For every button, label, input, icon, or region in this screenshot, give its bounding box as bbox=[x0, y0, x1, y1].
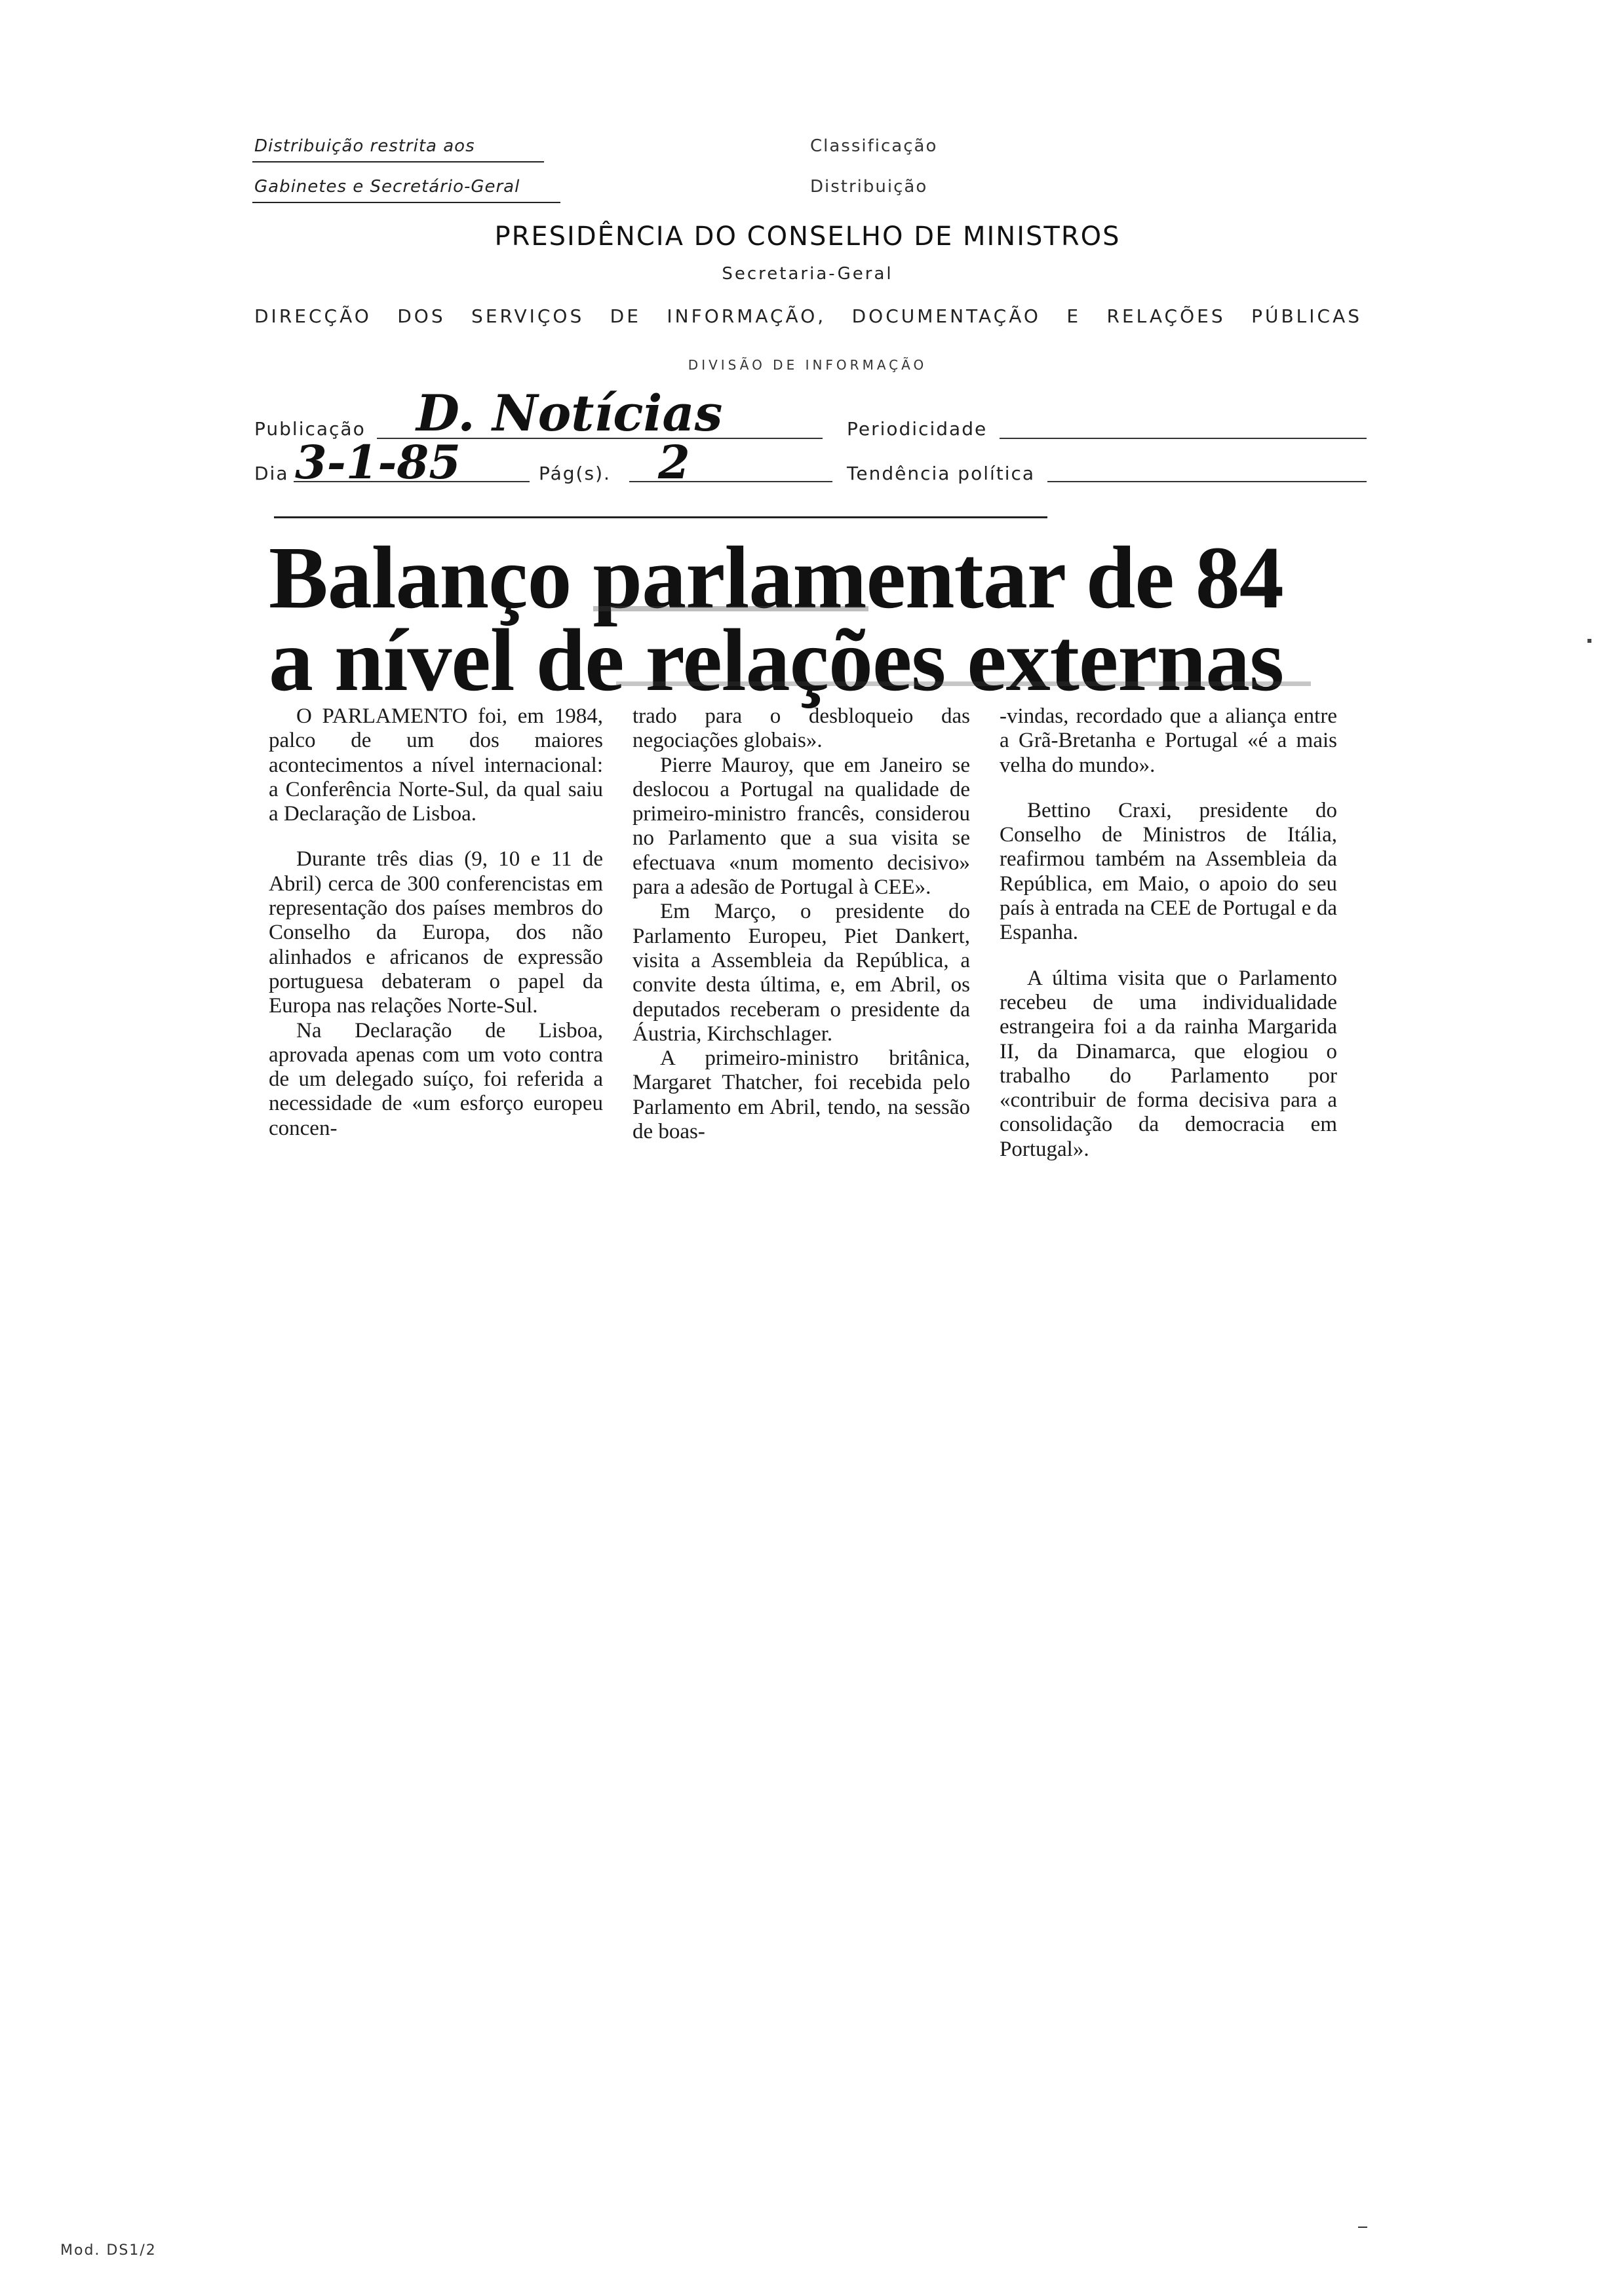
paragraph: A primeiro-ministro britânica, Margaret Thatcher, foi recebida pelo Parlamento em Abril, tendo, na sessão de boas- bbox=[632, 1046, 970, 1144]
institution-title: PRESIDÊNCIA DO CONSELHO DE MINISTROS bbox=[494, 221, 1121, 252]
article-column-1 bbox=[269, 704, 603, 1141]
paragraph: Pierre Mauroy, que em Janeiro se deslocou a Portugal na qualidade de primeiro-ministro francês, considerou no Parlamento que a sua visita se efectuava «num momento decisivo» para a adesão de Portugal à CEE». bbox=[632, 753, 970, 900]
paragraph: trado para o desbloqueio das negociações globais». bbox=[632, 704, 970, 753]
distribution-label: Distribuição bbox=[810, 177, 928, 197]
secretariat-title: Secretaria-Geral bbox=[722, 264, 893, 284]
distribution-underline-1 bbox=[252, 161, 544, 163]
scan-speck bbox=[1587, 639, 1591, 643]
paragraph: Em Março, o presidente do Parlamento Europeu, Piet Dankert, visita a Assembleia da República, a convite desta última, e, em Abril, os deputados receberam o presidente da Áustria, Kirchschlager. bbox=[632, 900, 970, 1046]
paragraph: O PARLAMENTO foi, em 1984, palco de um dos maiores acontecimentos a nível internacional: a Conferência Norte-Sul, da qual saiu a Declaração de Lisboa. bbox=[269, 704, 603, 826]
headline-line2: a nível de relações externas bbox=[269, 611, 1284, 710]
scan-noise-band bbox=[593, 606, 868, 611]
periodicity-label: Periodicidade bbox=[847, 418, 988, 440]
tendency-label: Tendência política bbox=[847, 463, 1036, 484]
paragraph: Na Declaração de Lisboa, aprovada apenas com um voto contra de um delegado suíço, foi referida a necessidade de «um esforço europeu concen- bbox=[269, 1018, 603, 1140]
division-title: DIVISÃO DE INFORMAÇÃO bbox=[688, 357, 927, 373]
distribution-notice-line1: Distribuição restrita aos bbox=[254, 136, 475, 156]
date-label: Dia bbox=[254, 463, 289, 484]
paragraph: Durante três dias (9, 10 e 11 de Abril) cerca de 300 conferencistas em representação dos países membros do Conselho da Europa, dos não alinhados e africanos de expressão portuguesa debateram o papel da Europa nas relações Norte-Sul. bbox=[269, 847, 603, 1018]
tendency-field-line bbox=[1047, 481, 1367, 482]
distribution-notice-line2: Gabinetes e Secretário-Geral bbox=[254, 177, 520, 197]
pages-label: Pág(s). bbox=[539, 463, 611, 484]
article-column-3 bbox=[1000, 704, 1337, 1162]
paragraph: Bettino Craxi, presidente do Conselho de Ministros de Itália, reafirmou também na Assembleia da República, em Maio, o apoio do seu país à entrada na CEE de Portugal e da Espanha. bbox=[1000, 798, 1337, 945]
paragraph: A última visita que o Parlamento recebeu de uma individualidade estrangeira foi a da rainha Margarida II, da Dinamarca, que elogiou o trabalho do Parlamento por «contribuir de forma decisiva para a consolidação da democracia em Portugal». bbox=[1000, 966, 1337, 1161]
article-column-2 bbox=[632, 704, 970, 1144]
pages-handwritten-value: 2 bbox=[658, 435, 690, 489]
clipping-top-rule bbox=[274, 516, 1047, 518]
periodicity-field-line bbox=[1000, 438, 1367, 439]
directorate-title: DIRECÇÃO DOS SERVIÇOS DE INFORMAÇÃO, DOCUMENTAÇÃO E RELAÇÕES PÚBLICAS bbox=[254, 305, 1362, 327]
form-model-code: Mod. DS1/2 bbox=[60, 2242, 157, 2259]
classification-label: Classificação bbox=[810, 136, 938, 156]
headline-line1: Balanço parlamentar de 84 bbox=[269, 529, 1283, 627]
paragraph: -vindas, recordado que a aliança entre a Grã-Bretanha e Portugal «é a mais velha do mundo». bbox=[1000, 704, 1337, 777]
scan-noise-band bbox=[616, 681, 1311, 686]
scan-mark bbox=[1358, 2227, 1367, 2228]
distribution-underline-2 bbox=[252, 202, 560, 203]
publication-handwritten-value: D. Notícias bbox=[416, 384, 723, 442]
publication-label: Publicação bbox=[254, 418, 366, 440]
date-handwritten-value: 3-1-85 bbox=[295, 435, 461, 489]
